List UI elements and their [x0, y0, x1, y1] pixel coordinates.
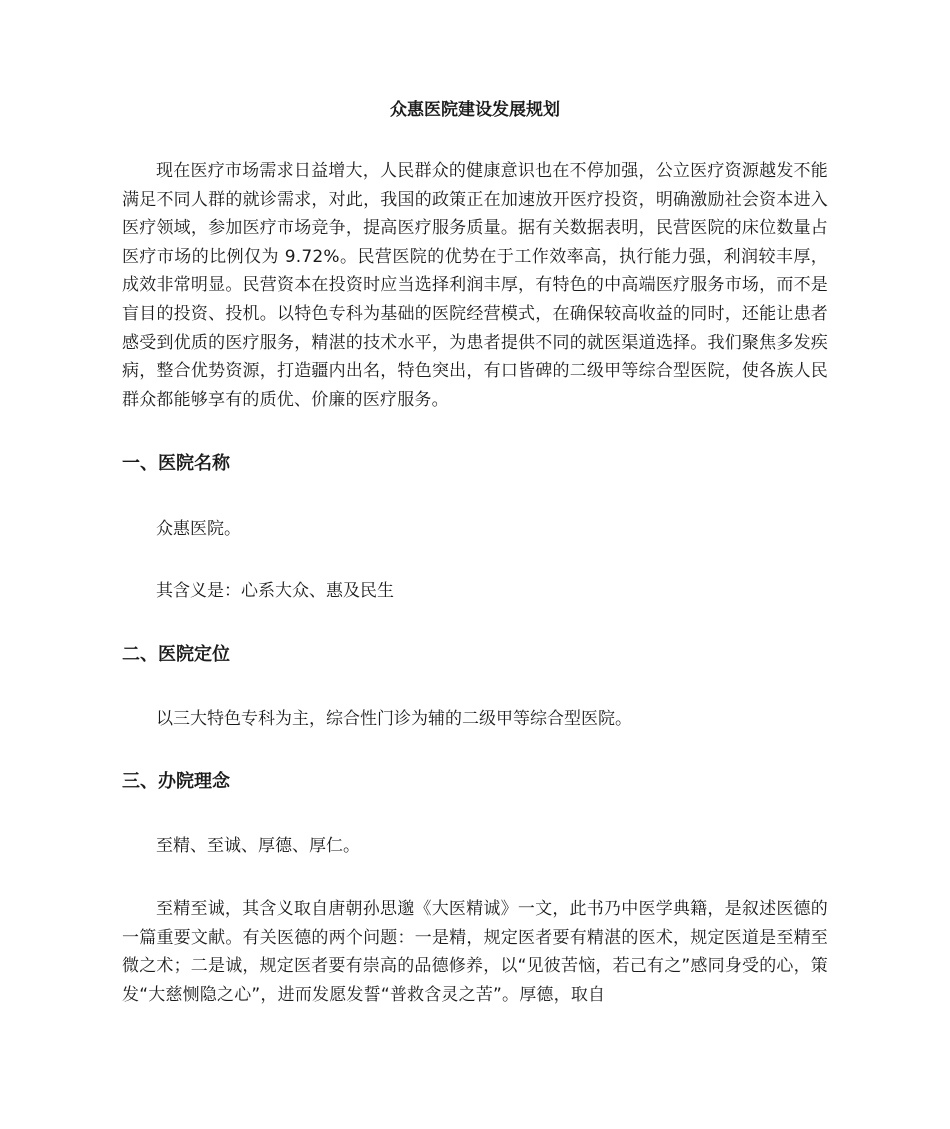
section-heading-hospital-name: 一、医院名称	[122, 453, 230, 474]
section-heading-philosophy: 三、办院理念	[122, 771, 230, 792]
philosophy-summary-text: 至精、至诚、厚德、厚仁。	[156, 836, 360, 856]
intro-paragraph: 现在医疗市场需求日益增大，人民群众的健康意识也在不停加强，公立医疗资源越发不能满足不同人群的就诊需求，对此，我国的政策正在加速放开医疗投资，明确激励社会资本进入医疗领域，参加医疗市场竞争，提高医疗服务质量。据有关数据表明，民营医院的床位数量占医疗市场的比例仅为 9.72%。民营医院的优势在于工作效率高，执行能力强，利润较丰厚，成效非常明显。民营资本在投资时应当选择利润丰厚，有特色的中高端医疗服务市场，而不是盲目的投资、投机。以特色专科为基础的医院经营模式，在确保较高收益的同时，还能让患者感受到优质的医疗服务，精湛的技术水平，为患者提供不同的就医渠道选择。我们聚焦多发疾病，整合优势资源，打造疆内出名，特色突出，有口皆碑的二级甲等综合型医院，使各族人民群众都能够享有的质优、价廉的医疗服务。	[122, 161, 828, 410]
document-title: 众惠医院建设发展规划	[390, 100, 560, 120]
philosophy-detail-paragraph: 至精至诚，其含义取自唐朝孙思邈《大医精诚》一文，此书乃中医学典籍，是叙述医德的一篇重要文献。有关医德的两个问题：一是精，规定医者要有精湛的医术，规定医道是至精至微之术；二是诚，规定医者要有崇高的品德修养，以“见彼苦恼，若己有之”感同身受的心，策发“大慈恻隐之心”，进而发愿发誓“普救含灵之苦”。厚德，取自	[122, 899, 829, 1005]
hospital-name-meaning-text: 其含义是：心系大众、惠及民生	[156, 581, 394, 601]
section-heading-hospital-positioning: 二、医院定位	[122, 644, 230, 665]
hospital-name-text: 众惠医院。	[156, 519, 241, 539]
hospital-positioning-text: 以三大特色专科为主，综合性门诊为辅的二级甲等综合型医院。	[156, 709, 632, 729]
